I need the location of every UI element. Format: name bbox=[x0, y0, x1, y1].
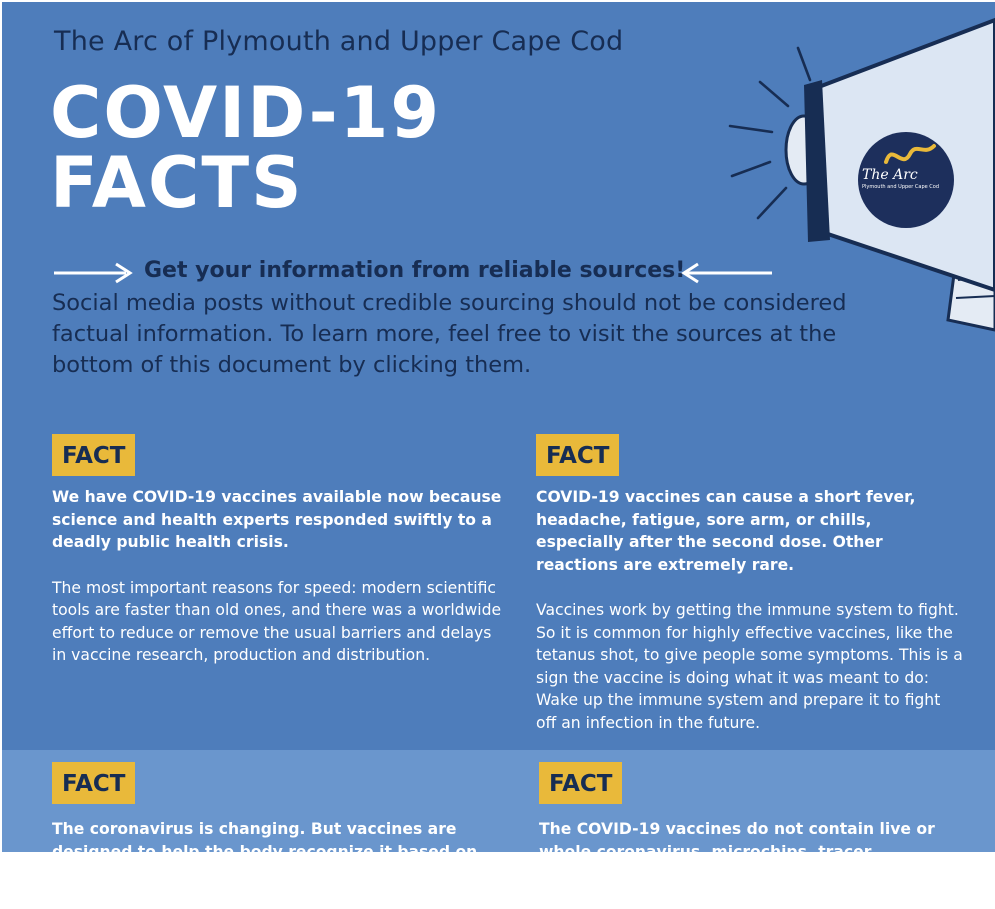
fact-1 bbox=[52, 486, 502, 690]
reliable-sources-banner bbox=[52, 258, 772, 288]
reliable-sources-body: Social media posts without credible sourcing should not be considered factual information. To learn more, feel free to visit the sources at the bottom of this document by clicking them. bbox=[52, 290, 847, 378]
title-line-2: FACTS bbox=[50, 142, 304, 224]
fact-badge-2: FACT bbox=[536, 434, 619, 476]
fact-4 bbox=[539, 818, 969, 909]
fact-2-lead: COVID-19 vaccines can cause a short fever, headache, fatigue, sore arm, or chills, especially after the second dose. Other reactions are extremely rare. bbox=[536, 488, 916, 574]
fact-3-lead: The coronavirus is changing. But vaccines are designed to help the body recognize it based on bbox=[52, 820, 478, 861]
reliable-sources-headline: Get your information from reliable sources! bbox=[144, 258, 686, 283]
page-title bbox=[50, 72, 442, 224]
fact-1-body: The most important reasons for speed: modern scientific tools are faster than old ones, and there was a worldwide effort to reduce or remove the usual barriers and delays in vaccine research, production and distribution. bbox=[52, 578, 502, 664]
fact-2 bbox=[536, 486, 964, 757]
fact-1-lead: We have COVID-19 vaccines available now because science and health experts responded swiftly to a deadly public health crisis. bbox=[52, 488, 502, 551]
organization-name: The Arc of Plymouth and Upper Cape Cod bbox=[54, 26, 624, 57]
fact-2-body: Vaccines work by getting the immune system to fight. So it is common for highly effective vaccines, like the tetanus shot, to give people some symptoms. This is a sign the vaccine is doing what it was meant to do: Wake up the immune system and prepare it to fight off an infection in the future. bbox=[536, 601, 963, 732]
fact-badge-4: FACT bbox=[539, 762, 622, 804]
fact-3 bbox=[52, 818, 482, 886]
arrow-left-icon bbox=[674, 262, 774, 284]
title-line-1: COVID-19 bbox=[50, 72, 442, 154]
fact-badge-3: FACT bbox=[52, 762, 135, 804]
arrow-right-icon bbox=[52, 262, 136, 284]
fact-4-lead: The COVID-19 vaccines do not contain live or whole coronavirus, microchips, tracer technology bbox=[539, 820, 935, 883]
logo-name: The Arc bbox=[862, 167, 918, 183]
logo-subtitle: Plymouth and Upper Cape Cod bbox=[862, 184, 940, 190]
fact-badge-1: FACT bbox=[52, 434, 135, 476]
